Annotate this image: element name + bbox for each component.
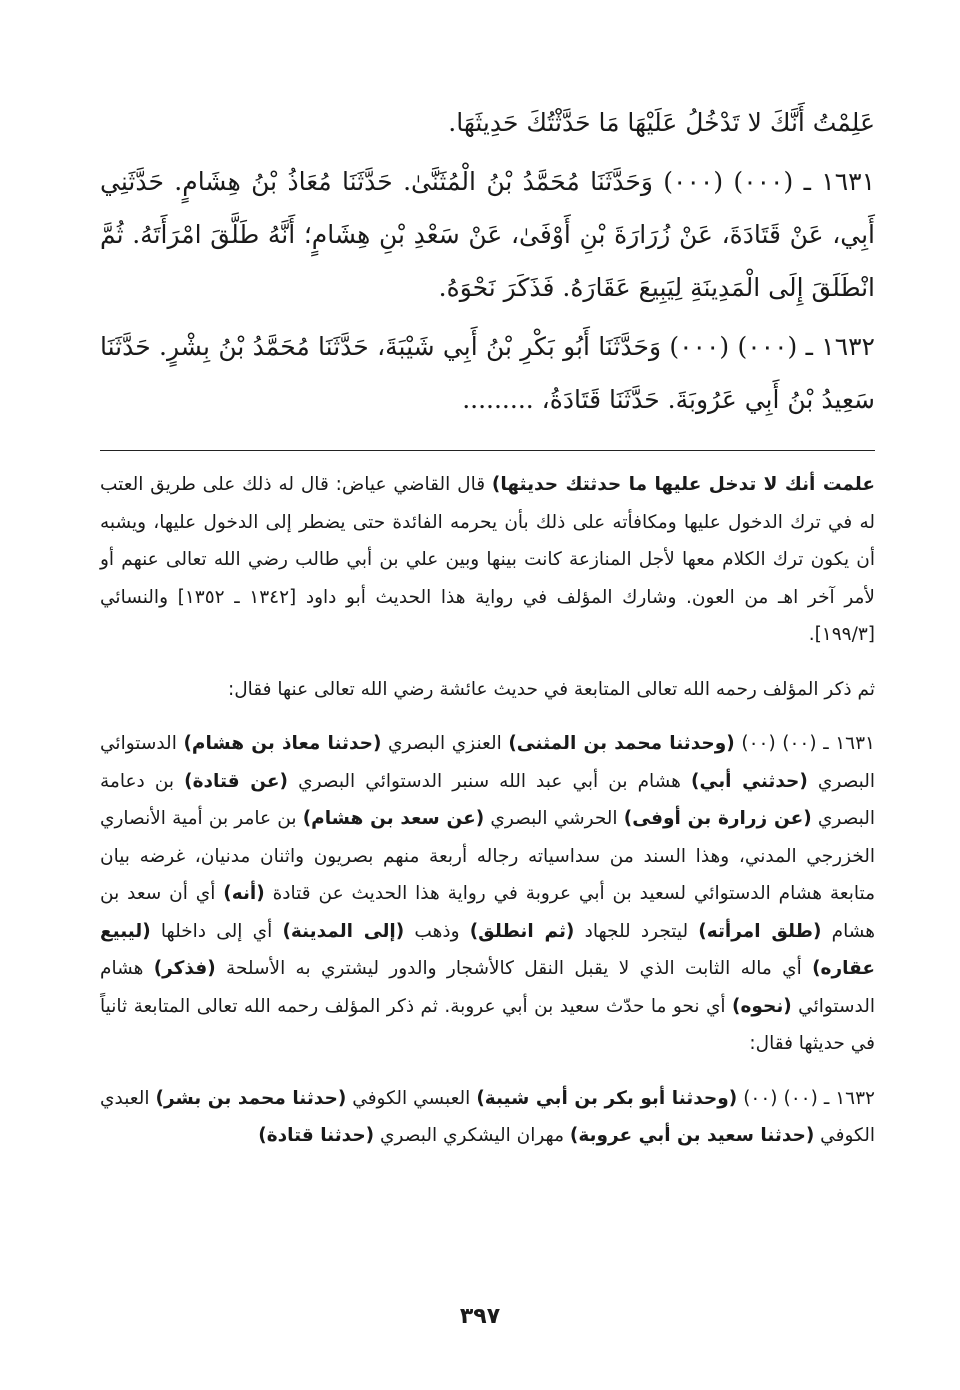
commentary-keyword: (وحدثنا أبو بكر بن أبي شيبة): [476, 1087, 738, 1109]
commentary-keyword: (حدثنا معاذ بن هشام): [183, 733, 382, 754]
commentary-text: أي إلى داخلها: [150, 920, 283, 942]
commentary-text: أي نحو ما حدّث سعيد بن أبي عروبة. ثم ذكر المؤلف رحمه الله تعالى المتابعة ثانياً في حديثها فقال:: [100, 995, 875, 1054]
commentary-block: [100, 466, 875, 1172]
commentary-text: قال القاضي عياض: قال له ذلك على طريق العتب له في ترك الدخول عليها ومكافأته على ذلك بأن يحرمه الفائدة حتى يضطر إلى الدخول عليها، ويشبه أن يكون ترك الكلام معها لأجل المنازعة كانت بينها وبين علي بن أبي طالب رضي الله تعالى عنهم أو لأمر آخر اهـ من العون. وشارك المؤلف في رواية هذا الحديث أبو داود [١٣٤٢ ـ ١٣٥٢] والنسائي [١٩٩/٣].: [100, 474, 875, 645]
commentary-keyword: (ثم انطلق): [469, 920, 575, 942]
commentary-paragraph-3: [100, 725, 875, 1063]
commentary-text: أي ماله الثابت الذي لا يقبل النقل كالأشجار والدور ليشتري به الأسلحة: [215, 958, 813, 979]
commentary-keyword: (حدثنا محمد بن بشر): [155, 1087, 347, 1109]
page-number: ٣٩٧: [459, 1304, 501, 1329]
commentary-text: هشام بن أبي عبد الله سنبر الدستوائي البصري: [288, 770, 692, 792]
commentary-keyword: (ليبيع عقاره): [100, 920, 875, 979]
commentary-keyword: (طلق امرأته): [698, 920, 822, 942]
commentary-keyword: علمت أنك لا تدخل عليها ما حدثتك حديثها): [491, 474, 875, 495]
commentary-text: وذهب: [404, 920, 470, 942]
commentary-keyword: (إلى المدينة): [282, 920, 405, 942]
commentary-keyword: (فذكر): [153, 958, 216, 979]
commentary-text: بن دعامة البصري: [100, 770, 875, 829]
commentary-paragraph-1: [100, 466, 875, 654]
commentary-keyword: (وحدثنا محمد بن المثنى): [508, 733, 735, 754]
commentary-text: مهران اليشكري البصري: [374, 1125, 570, 1146]
commentary-keyword: (حدثنا سعيد بن أبي عروبة): [569, 1125, 815, 1146]
commentary-keyword: (حدثنا قتادة): [258, 1125, 375, 1146]
commentary-keyword: (عن قتادة): [184, 770, 289, 792]
commentary-text: العبسي الكوفي: [346, 1087, 477, 1109]
commentary-text: الحرشي البصري: [484, 808, 624, 829]
commentary-keyword: (حدثني أبي): [691, 770, 808, 792]
commentary-keyword: (عن سعد بن هشام): [302, 808, 485, 829]
hadith-1632: ١٦٣٢ ـ (٠٠٠) (٠٠٠) وَحَدَّثَنَا أَبُو بَكْرِ بْنُ أَبِي شَيْبَةَ، حَدَّثَنَا مُحَمَّدُ بْنُ بِشْرٍ. حَدَّثَنَا سَعِيدُ بْنُ أَبِي عَرُوبَةَ. حَدَّثَنَا قَتَادَةُ، .........: [100, 332, 875, 414]
commentary-paragraph-2: ثم ذكر المؤلف رحمه الله تعالى المتابعة في حديث عائشة رضي الله تعالى عنها فقال:: [227, 678, 875, 700]
hadith-continuation-line: عَلِمْتُ أَنَّكَ لا تَدْخُلُ عَلَيْهَا مَا حَدَّثْتُكَ حَدِيثَهَا.: [448, 108, 875, 137]
hadith-text-block: [100, 96, 875, 432]
commentary-text: العنزي البصري: [381, 733, 509, 754]
commentary-keyword: (نحوه): [732, 995, 792, 1017]
commentary-text: بن عامر بن أمية الأنصاري الخزرجي المدني، وهذا السند من سداسياته رجاله أربعة منهم بصريون واثنان مدنيان، غرضه بيان متابعة هشام الدستوائي لسعيد بن أبي عروبة في رواية هذا الحديث عن قتادة: [100, 808, 875, 904]
commentary-text: ١٦٣٢ ـ (٠٠) (٠٠): [737, 1087, 875, 1109]
commentary-paragraph-4: [100, 1080, 875, 1155]
hadith-1631: ١٦٣١ ـ (٠٠٠) (٠٠٠) وَحَدَّثَنَا مُحَمَّدُ بْنُ الْمُثَنَّىٰ. حَدَّثَنَا مُعَاذُ بْنُ هِشَامٍ. حَدَّثَنِي أَبِي، عَنْ قَتَادَةَ، عَنْ زُرَارَةَ بْنِ أَوْفَىٰ، عَنْ سَعْدِ بْنِ هِشَامٍ؛ أَنَّهُ طَلَّقَ امْرَأَتَهُ. ثُمَّ انْطَلَقَ إِلَى الْمَدِينَةِ لِيَبِيعَ عَقَارَهُ. فَذَكَرَ نَحْوَهُ.: [100, 167, 875, 302]
commentary-text: العبدي الكوفي: [100, 1087, 875, 1146]
commentary-keyword: (أنه): [223, 883, 265, 904]
commentary-keyword: (عن زرارة بن أوفى): [623, 808, 812, 829]
commentary-text: ١٦٣١ ـ (٠٠) (٠٠): [734, 733, 875, 754]
commentary-text: هشام الدستوائي: [100, 958, 876, 1017]
separator-line: [100, 450, 875, 451]
commentary-text: أي أن سعد بن هشام: [100, 883, 875, 942]
commentary-text: الدستوائي البصري: [100, 733, 875, 792]
commentary-text: ليتجرد للجهاد: [574, 920, 699, 942]
